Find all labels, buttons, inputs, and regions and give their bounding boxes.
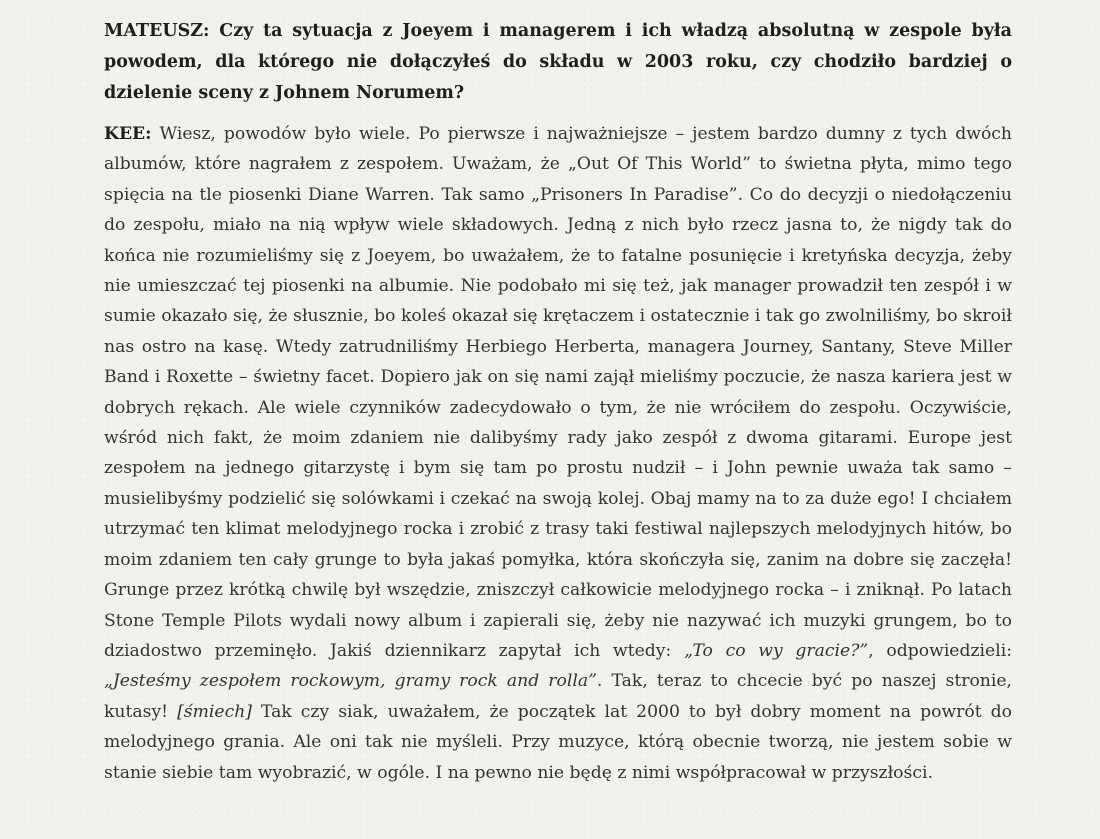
interview-question — [104, 16, 1012, 109]
answer-quote-2: „Jesteśmy zespołem rockowym, gramy rock and rolla” — [104, 671, 597, 692]
answer-speaker: KEE: — [104, 124, 152, 144]
answer-text-part-1: Wiesz, powodów było wiele. Po pierwsze i najważniejsze – jestem bardzo dumny z tych dwóch albumów, które nagrałem z zespołem. Uważam, że „Out Of This World” to świetna płyta, mimo tego spięcia na tle piosenki Diane Warren. Tak samo „Prisoners In Paradise”. Co do decyzji o niedołączeniu do zespołu, miało na nią wpływ wiele składowych. Jedną z nich było rzecz jasna to, że nigdy tak do końca nie rozumieliśmy się z Joeyem, bo uważałem, że to fatalne posunięcie i kretyńska decyzja, żeby nie umieszczać tej piosenki na albumie. Nie podobało mi się też, jak manager prowadził ten zespół i w sumie okazało się, że słusznie, bo koleś okazał się krętaczem i ostatecznie i tak go zwolniliśmy, bo skroił nas ostro na kasę. Wtedy zatrudniliśmy Herbiego Herberta, managera Journey, Santany, Steve Miller Band i Roxette – świetny facet. Dopiero jak on się nami zajął mieliśmy poczucie, że nasza kariera jest w dobrych rękach. Ale wiele czynników zadecydowało o tym, że nie wróciłem do zespołu. Oczywiście, wśród nich fakt, że moim zdaniem nie dalibyśmy rady jako zespół z dwoma gitarami. Europe jest zespołem na jednego gitarzystę i bym się tam po prostu nudził – i John pewnie uważa tak samo – musielibyśmy podzielić się solówkami i czekać na swoją kolej. Obaj mamy na to za duże ego! I chciałem utrzymać ten klimat melodyjnego rocka i zrobić z trasy taki festiwal najlepszych melodyjnych hitów, bo moim zdaniem ten cały grunge to była jakaś pomyłka, która skończyła się, zanim na dobre się zaczęła! Grunge przez krótką chwilę był wszędzie, zniszczył całkowicie melodyjnego rocka – i zniknął. Po latach Stone Temple Pilots wydali nowy album i zapierali się, żeby nie nazywać ich muzyki grungem, bo to dziadostwo przeminęło. Jakiś dziennikarz zapytał ich wtedy: — [104, 124, 1012, 661]
question-speaker: MATEUSZ: — [104, 21, 210, 41]
answer-laugh-note: [śmiech] — [177, 701, 252, 722]
answer-text-part-4: Tak czy siak, uważałem, że początek lat 2000 to był dobry moment na powrót do melodyjnego grania. Ale oni tak nie myśleli. Przy muzyce, którą obecnie tworzą, nie jestem sobie w stanie siebie tam wyobrazić, w ogóle. I na pewno nie będę z nimi współpracował w przyszłości. — [104, 701, 1013, 783]
answer-text-part-3: . Tak, teraz to chcecie być po naszej stronie, kutasy! — [104, 671, 1012, 722]
question-text: Czy ta sytuacja z Joeyem i managerem i ich władzą absolutną w zespole była powodem, dla którego nie dołączyłeś do składu w 2003 roku, czy chodziło bardziej o dzielenie sceny z Johnem Norumem? — [104, 21, 1013, 103]
answer-quote-1: „To co wy gracie?” — [684, 640, 869, 661]
interview-answer — [104, 119, 1012, 788]
interview-article — [104, 16, 1012, 788]
answer-text-part-2: , odpowiedzieli: — [868, 640, 1012, 661]
